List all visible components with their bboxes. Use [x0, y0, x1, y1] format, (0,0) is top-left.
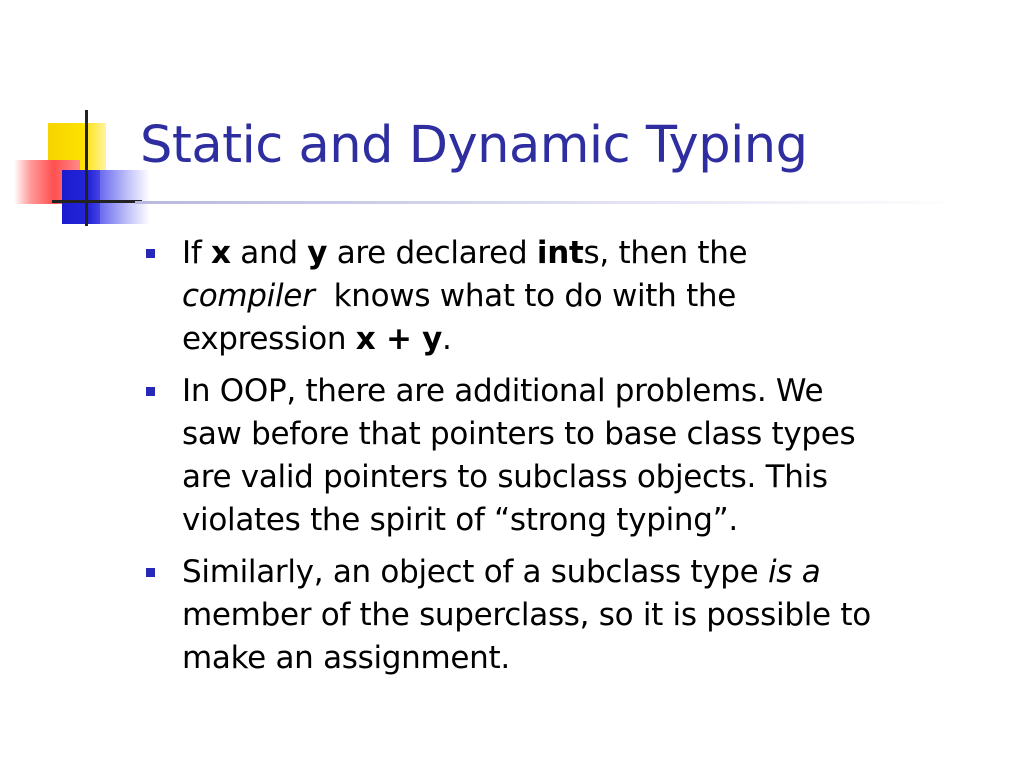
decorative-color-blocks-icon [0, 0, 160, 240]
bullet-line [182, 232, 996, 275]
bullet-line: make an assignment. [182, 640, 510, 676]
logo-vertical-line [85, 110, 88, 226]
text-run: Similarly, an object of a subclass type [182, 554, 768, 590]
bullet-line: are valid pointers to subclass objects. This [182, 459, 828, 495]
bullet-item [146, 232, 996, 361]
logo-horizontal-line [52, 200, 142, 203]
square-bullet-icon [146, 249, 155, 258]
code-expression: x + y [355, 321, 443, 357]
code-keyword: int [536, 235, 584, 271]
slide-title: Static and Dynamic Typing [140, 116, 808, 175]
text-run: and [230, 235, 308, 271]
text-run: expression [182, 321, 356, 357]
bullet-line [182, 275, 996, 318]
title-underline [135, 201, 965, 204]
code-variable: x [211, 235, 231, 271]
logo-blue-fade [100, 170, 150, 224]
bullet-line: saw before that pointers to base class types [182, 416, 856, 452]
bullet-list [146, 232, 996, 689]
bullet-line: member of the superclass, so it is possible to [182, 597, 871, 633]
text-run: s, then the [583, 235, 748, 271]
bullet-line [182, 551, 996, 594]
bullet-line: In OOP, there are additional problems. We [182, 373, 824, 409]
text-run: . [442, 321, 452, 357]
bullet-item [146, 370, 996, 542]
bullet-line [182, 318, 996, 361]
emphasis-text: compiler [182, 278, 315, 314]
emphasis-text: is a [767, 554, 821, 590]
code-variable: y [307, 235, 328, 271]
square-bullet-icon [146, 387, 155, 396]
text-run: If [182, 235, 212, 271]
bullet-line: violates the spirit of “strong typing”. [182, 502, 738, 538]
bullet-item [146, 551, 996, 680]
square-bullet-icon [146, 568, 155, 577]
text-run: knows what to do with the [314, 278, 737, 314]
text-run: are declared [327, 235, 537, 271]
